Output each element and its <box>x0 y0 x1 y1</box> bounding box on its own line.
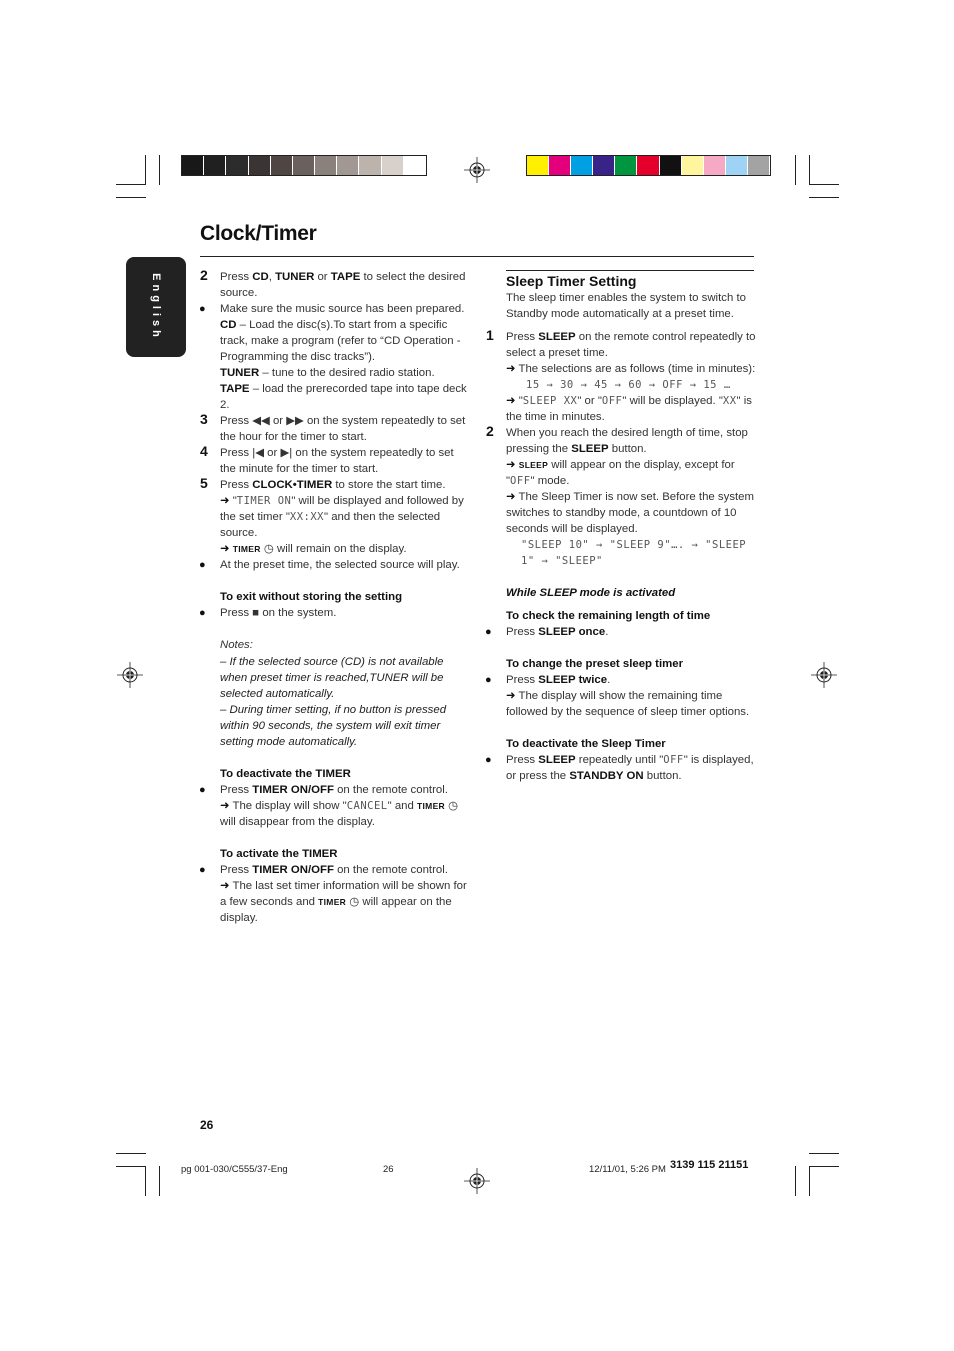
stop-icon: ■ <box>252 607 260 619</box>
bullet-icon: ● <box>485 674 492 686</box>
color-swatch <box>226 156 247 175</box>
bullet-icon: ● <box>199 784 206 796</box>
activate-timer-heading: To activate the TIMER <box>220 848 338 860</box>
sleep-step-2-result-1: ➜ SLEEP will appear on the display, except for "OFF" mode. <box>506 459 735 487</box>
color-swatch <box>182 156 203 175</box>
footer-code: 3139 115 21151 <box>670 1159 749 1171</box>
while-sleep-heading: While SLEEP mode is activated <box>506 587 676 599</box>
crop-mark <box>145 155 146 185</box>
notes-heading: Notes: <box>220 639 253 651</box>
bullet-icon: ● <box>199 864 206 876</box>
fast-forward-icon: ▶▶ <box>286 415 304 427</box>
sleep-sequence: 15 → 30 → 45 → 60 → OFF → 15 … <box>526 379 731 391</box>
color-swatch <box>704 156 725 175</box>
footer-filename: pg 001-030/C555/37-Eng <box>181 1164 288 1175</box>
cd-note: CD – Load the disc(s).To start from a specific track, make a program (refer to “CD Operation - Programming the disc tracks”). <box>220 319 461 363</box>
registration-mark-icon <box>117 662 143 688</box>
crop-mark <box>809 155 810 185</box>
deactivate-timer-result: ➜ The display will show "CANCEL" and TIMER ◷ will disappear from the display. <box>220 800 459 828</box>
crop-mark <box>809 197 839 198</box>
arrow-icon: ➜ <box>220 543 230 555</box>
color-swatch <box>293 156 314 175</box>
color-swatch <box>549 156 570 175</box>
color-swatch <box>682 156 703 175</box>
deactivate-sleep-instruction: ● Press SLEEP repeatedly until "OFF" is displayed, or press the STANDBY ON button. <box>485 754 754 782</box>
bullet-prepare: ● Make sure the music source has been prepared. <box>199 303 465 315</box>
bullet-icon: ● <box>485 626 492 638</box>
sleep-intro: The sleep timer enables the system to switch to Standby mode automatically at a preset time. <box>506 292 746 320</box>
page-title: Clock/Timer <box>200 222 317 245</box>
crop-mark <box>809 184 839 185</box>
color-swatch <box>382 156 403 175</box>
color-calibration-bar <box>526 155 771 176</box>
note-2: – During timer setting, if no button is pressed within 90 seconds, the system will exit timer setting mode automatically. <box>220 704 447 748</box>
change-preset-result: ➜ The display will show the remaining time followed by the sequence of sleep timer options. <box>506 690 750 718</box>
color-swatch <box>615 156 636 175</box>
sleep-step-1-result-2: ➜ "SLEEP XX" or "OFF" will be displayed. "XX" is the time in minutes. <box>506 395 752 423</box>
change-preset-heading: To change the preset sleep timer <box>506 658 684 670</box>
step-4: 4 Press |◀ or ▶| on the system repeatedly to set the minute for the timer to start. <box>200 443 454 475</box>
crop-mark <box>809 1153 839 1154</box>
step-5-result-2: ➜ TIMER ◷ will remain on the display. <box>220 543 407 555</box>
color-swatch <box>249 156 270 175</box>
crop-mark <box>809 1166 839 1167</box>
color-swatch <box>337 156 358 175</box>
color-swatch <box>204 156 225 175</box>
color-swatch <box>527 156 548 175</box>
bullet-icon: ● <box>199 607 206 619</box>
deactivate-sleep-heading: To deactivate the Sleep Timer <box>506 738 666 750</box>
tape-note: TAPE – load the prerecorded tape into tape deck 2. <box>220 383 467 411</box>
arrow-icon: ➜ <box>506 491 516 503</box>
deactivate-timer-instruction: ● Press TIMER ON/OFF on the remote control. <box>199 784 448 796</box>
color-swatch <box>359 156 380 175</box>
skip-next-icon: ▶| <box>280 447 293 459</box>
color-swatch <box>637 156 658 175</box>
crop-mark <box>116 1166 146 1167</box>
registration-mark-icon <box>811 662 837 688</box>
bullet-icon: ● <box>485 754 492 766</box>
footer-page: 26 <box>383 1164 394 1175</box>
crop-mark <box>809 1166 810 1196</box>
arrow-icon: ➜ <box>220 495 230 507</box>
language-tab-label: English <box>150 273 162 341</box>
arrow-icon: ➜ <box>506 690 516 702</box>
color-swatch <box>271 156 292 175</box>
grey-calibration-bar <box>181 155 427 176</box>
color-swatch <box>748 156 769 175</box>
bullet-preset-time: ● At the preset time, the selected source will play. <box>199 559 460 571</box>
step-2: 2 Press CD, TUNER or TAPE to select the desired source. <box>200 267 466 299</box>
bullet-icon: ● <box>199 303 206 315</box>
footer-date: 12/11/01, 5:26 PM <box>589 1164 666 1175</box>
color-swatch <box>660 156 681 175</box>
language-tab <box>126 257 186 357</box>
step-5-result-1: ➜ "TIMER ON" will be displayed and followed by the set timer "XX:XX" and then the selected source. <box>220 495 464 539</box>
sleep-timer-heading: Sleep Timer Setting <box>506 273 637 289</box>
registration-mark-icon <box>464 1168 490 1194</box>
arrow-icon: ➜ <box>506 395 516 407</box>
deactivate-timer-heading: To deactivate the TIMER <box>220 768 351 780</box>
clock-icon: ◷ <box>349 896 360 908</box>
countdown-sequence: "SLEEP 10" → "SLEEP 9"…. → "SLEEP 1" → "SLEEP" <box>521 539 747 567</box>
exit-instruction: ● Press ■ on the system. <box>199 607 337 619</box>
arrow-icon: ➜ <box>220 800 230 812</box>
check-remaining-heading: To check the remaining length of time <box>506 610 711 622</box>
sleep-step-1-result-1: ➜ The selections are as follows (time in minutes): <box>506 363 756 375</box>
sleep-step-2: 2 When you reach the desired length of time, stop pressing the SLEEP button. <box>486 423 748 455</box>
color-swatch <box>315 156 336 175</box>
section-rule <box>506 270 754 271</box>
color-swatch <box>593 156 614 175</box>
clock-icon: ◷ <box>263 543 274 555</box>
page-number: 26 <box>200 1118 214 1132</box>
crop-mark <box>116 1153 146 1154</box>
check-remaining-instruction: ● Press SLEEP once. <box>485 626 609 638</box>
bullet-icon: ● <box>199 559 206 571</box>
activate-timer-instruction: ● Press TIMER ON/OFF on the remote control. <box>199 864 448 876</box>
exit-heading: To exit without storing the setting <box>220 591 403 603</box>
color-swatch <box>571 156 592 175</box>
crop-mark <box>795 1166 796 1196</box>
sleep-step-1: 1 Press SLEEP on the remote control repeatedly to select a preset time. <box>486 327 756 359</box>
color-swatch <box>404 156 425 175</box>
crop-mark <box>116 197 146 198</box>
title-rule <box>200 256 754 257</box>
right-column <box>485 272 756 784</box>
change-preset-instruction: ● Press SLEEP twice. <box>485 674 611 686</box>
tuner-note: TUNER – tune to the desired radio station. <box>220 367 435 379</box>
color-swatch <box>726 156 747 175</box>
step-5: 5 Press CLOCK•TIMER to store the start time. <box>200 475 446 491</box>
crop-mark <box>116 184 146 185</box>
left-column <box>199 267 470 926</box>
crop-mark <box>145 1166 146 1196</box>
arrow-icon: ➜ <box>506 363 516 375</box>
activate-timer-result: ➜ The last set timer information will be shown for a few seconds and TIMER ◷ will appear on the display. <box>220 880 467 924</box>
arrow-icon: ➜ <box>220 880 230 892</box>
arrow-icon: ➜ <box>506 459 516 471</box>
note-1: – If the selected source (CD) is not available when preset timer is reached,TUNER will be selected automatically. <box>220 656 444 700</box>
crop-mark <box>159 155 160 185</box>
sleep-step-2-result-2: ➜ The Sleep Timer is now set. Before the system switches to standby mode, a countdown of 10 seconds will be displayed. <box>506 491 755 535</box>
step-3: 3 Press ◀◀ or ▶▶ on the system repeatedly to set the hour for the timer to start. <box>200 411 466 443</box>
crop-mark <box>795 155 796 185</box>
registration-mark-icon <box>464 157 490 183</box>
clock-icon: ◷ <box>448 800 459 812</box>
rewind-icon: ◀◀ <box>252 415 270 427</box>
skip-previous-icon: |◀ <box>252 447 265 459</box>
crop-mark <box>159 1166 160 1196</box>
